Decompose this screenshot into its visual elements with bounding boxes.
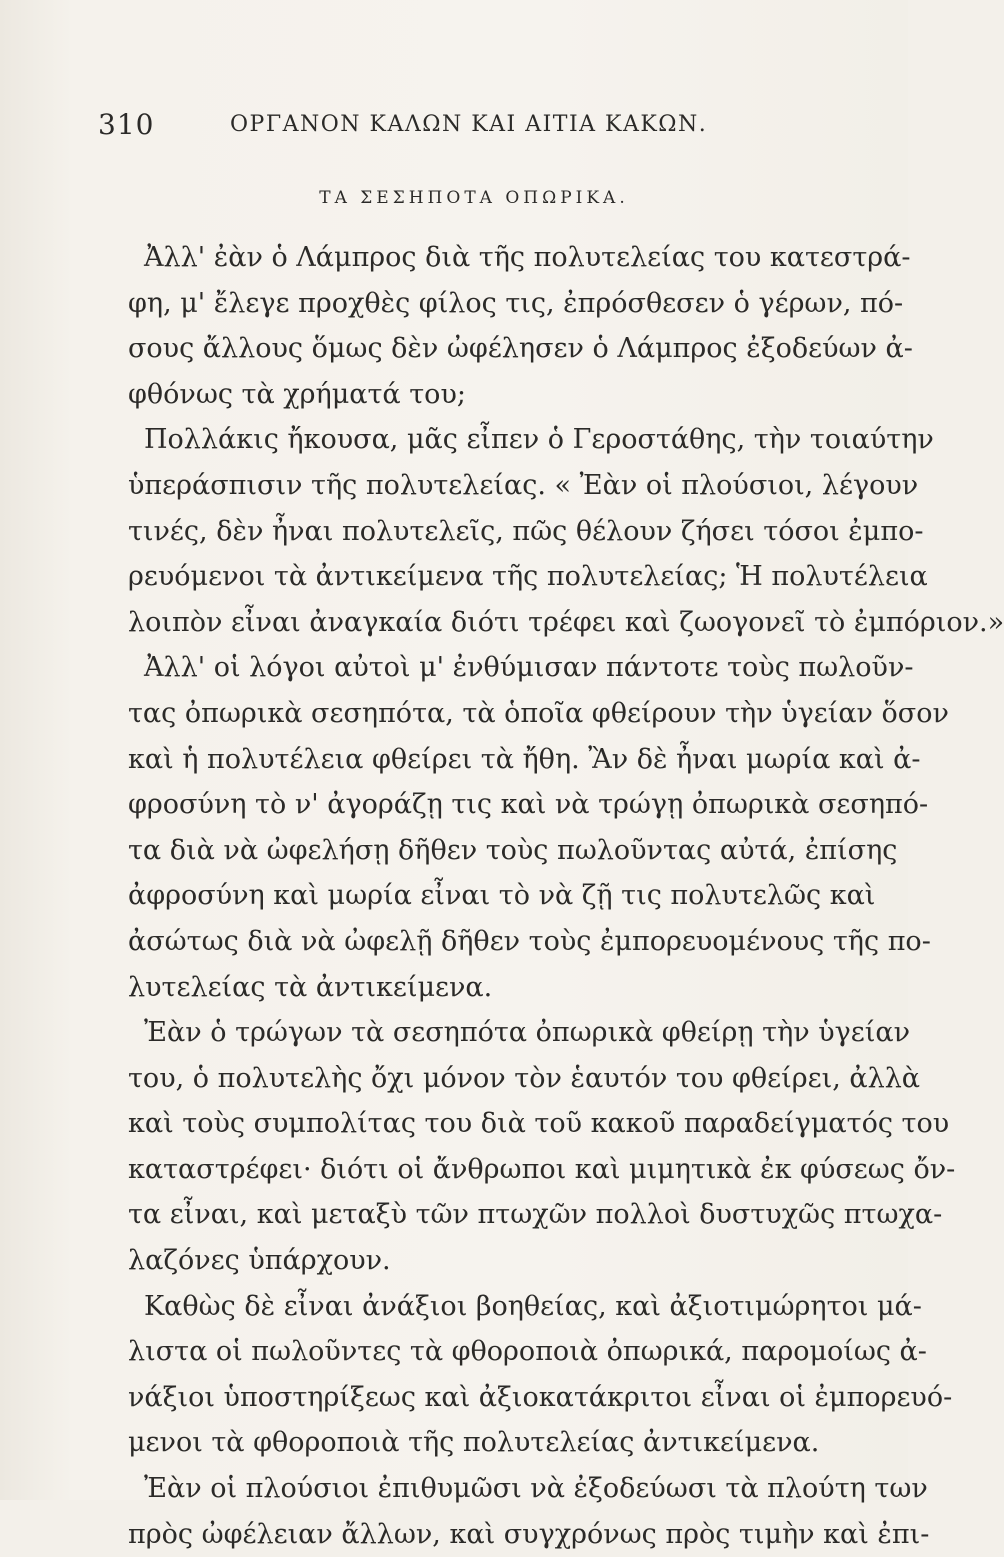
text-line: Καθὼς δὲ εἶναι ἀνάξιοι βοηθείας, καὶ ἀξιοτιμώρητοι μά- <box>144 1290 922 1322</box>
text-line: τα εἶναι, καὶ μεταξὺ τῶν πτωχῶν πολλοὶ δυστυχῶς πτωχα- <box>128 1199 943 1231</box>
text-line: μενοι τὰ φθοροποιὰ τῆς πολυτελείας ἀντικείμενα. <box>128 1427 820 1459</box>
text-line: ἀσώτως διὰ νὰ ὠφελῇ δῆθεν τοὺς ἐμπορευομένους τῆς πο- <box>128 925 931 957</box>
text-line: ἀφροσύνη καὶ μωρία εἶναι τὸ νὰ ζῇ τις πολυτελῶς καὶ <box>128 880 876 912</box>
text-line: λιστα οἱ πωλοῦντες τὰ φθοροποιὰ ὀπωρικά, παρομοίως ἀ- <box>128 1336 927 1368</box>
text-line: καταστρέφει· διότι οἱ ἄνθρωποι καὶ μιμητικὰ ἐκ φύσεως ὄν- <box>128 1153 956 1185</box>
text-line: νάξιοι ὑποστηρίξεως καὶ ἀξιοκατάκριτοι εἶναι οἱ ἐμπορευό- <box>128 1381 953 1413</box>
text-line: σους ἄλλους ὅμως δὲν ὠφέλησεν ὁ Λάμπρος ἐξοδεύων ἀ- <box>128 333 913 365</box>
text-line: φροσύνη τὸ ν' ἀγοράζῃ τις καὶ νὰ τρώγῃ ὀπωρικὰ σεσηπό- <box>128 789 929 821</box>
text-line: Ἐὰν ὁ τρώγων τὰ σεσηπότα ὀπωρικὰ φθείρῃ τὴν ὑγείαν <box>144 1017 911 1049</box>
text-line: φη, μ' ἔλεγε προχθὲς φίλος τις, ἐπρόσθεσεν ὁ γέρων, πό- <box>128 287 904 319</box>
text-line: καὶ ἡ πολυτέλεια φθείρει τὰ ἤθη. Ἂν δὲ ἦναι μωρία καὶ ἀ- <box>128 743 921 775</box>
text-line: ρευόμενοι τὰ ἀντικείμενα τῆς πολυτελείας; Ἡ πολυτέλεια <box>128 561 928 593</box>
text-line: Ἐὰν οἱ πλούσιοι ἐπιθυμῶσι νὰ ἐξοδεύωσι τὰ πλούτη των <box>144 1473 928 1505</box>
text-line: τινές, δὲν ἦναι πολυτελεῖς, πῶς θέλουν ζήσει τόσοι ἐμπο- <box>128 515 924 547</box>
section-title: ΤΑ ΣΕΣΗΠΟΤΑ ΟΠΩΡΙΚΑ. <box>319 188 629 208</box>
text-line: Ἀλλ' ἐὰν ὁ Λάμπρος διὰ τῆς πολυτελείας του κατεστρά- <box>144 242 911 273</box>
text-line: φθόνως τὰ χρήματά του; <box>128 378 466 410</box>
page-header <box>98 108 818 148</box>
text-line: λυτελείας τὰ ἀντικείμενα. <box>128 971 493 1003</box>
text-line: τα διὰ νὰ ὠφελήσῃ δῆθεν τοὺς πωλοῦντας αὐτά, ἐπίσης <box>128 834 898 866</box>
text-line: καὶ τοὺς συμπολίτας του διὰ τοῦ κακοῦ παραδείγματός του <box>128 1108 950 1140</box>
text-line: ὑπεράσπισιν τῆς πολυτελείας. « Ἐὰν οἱ πλούσιοι, λέγουν <box>128 469 919 501</box>
text-line: τας ὀπωρικὰ σεσηπότα, τὰ ὁποῖα φθείρουν τὴν ὑγείαν ὅσον <box>128 697 949 729</box>
text-line: Ἀλλ' οἱ λόγοι αὐτοὶ μ' ἐνθύμισαν πάντοτε τοὺς πωλοῦν- <box>144 652 914 684</box>
text-line: του, ὁ πολυτελὴς ὄχι μόνον τὸν ἑαυτόν του φθείρει, ἀλλὰ <box>128 1062 921 1094</box>
text-line: λοιπὸν εἶναι ἀναγκαία διότι τρέφει καὶ ζωογονεῖ τὸ ἐμπόριον.» <box>128 606 1004 638</box>
running-title: ΟΡΓΑΝΟΝ ΚΑΛΩΝ ΚΑΙ ΑΙΤΙΑ ΚΑΚΩΝ. <box>230 112 708 137</box>
page-number: 310 <box>98 108 155 141</box>
body-text <box>128 235 1004 1557</box>
text-line: λαζόνες ὑπάρχουν. <box>128 1245 391 1277</box>
text-line: Πολλάκις ἤκουσα, μᾶς εἶπεν ὁ Γεροστάθης, τὴν τοιαύτην <box>144 424 934 456</box>
text-line: πρὸς ὠφέλειαν ἄλλων, καὶ συγχρόνως πρὸς τιμὴν καὶ ἐπι- <box>128 1518 930 1550</box>
